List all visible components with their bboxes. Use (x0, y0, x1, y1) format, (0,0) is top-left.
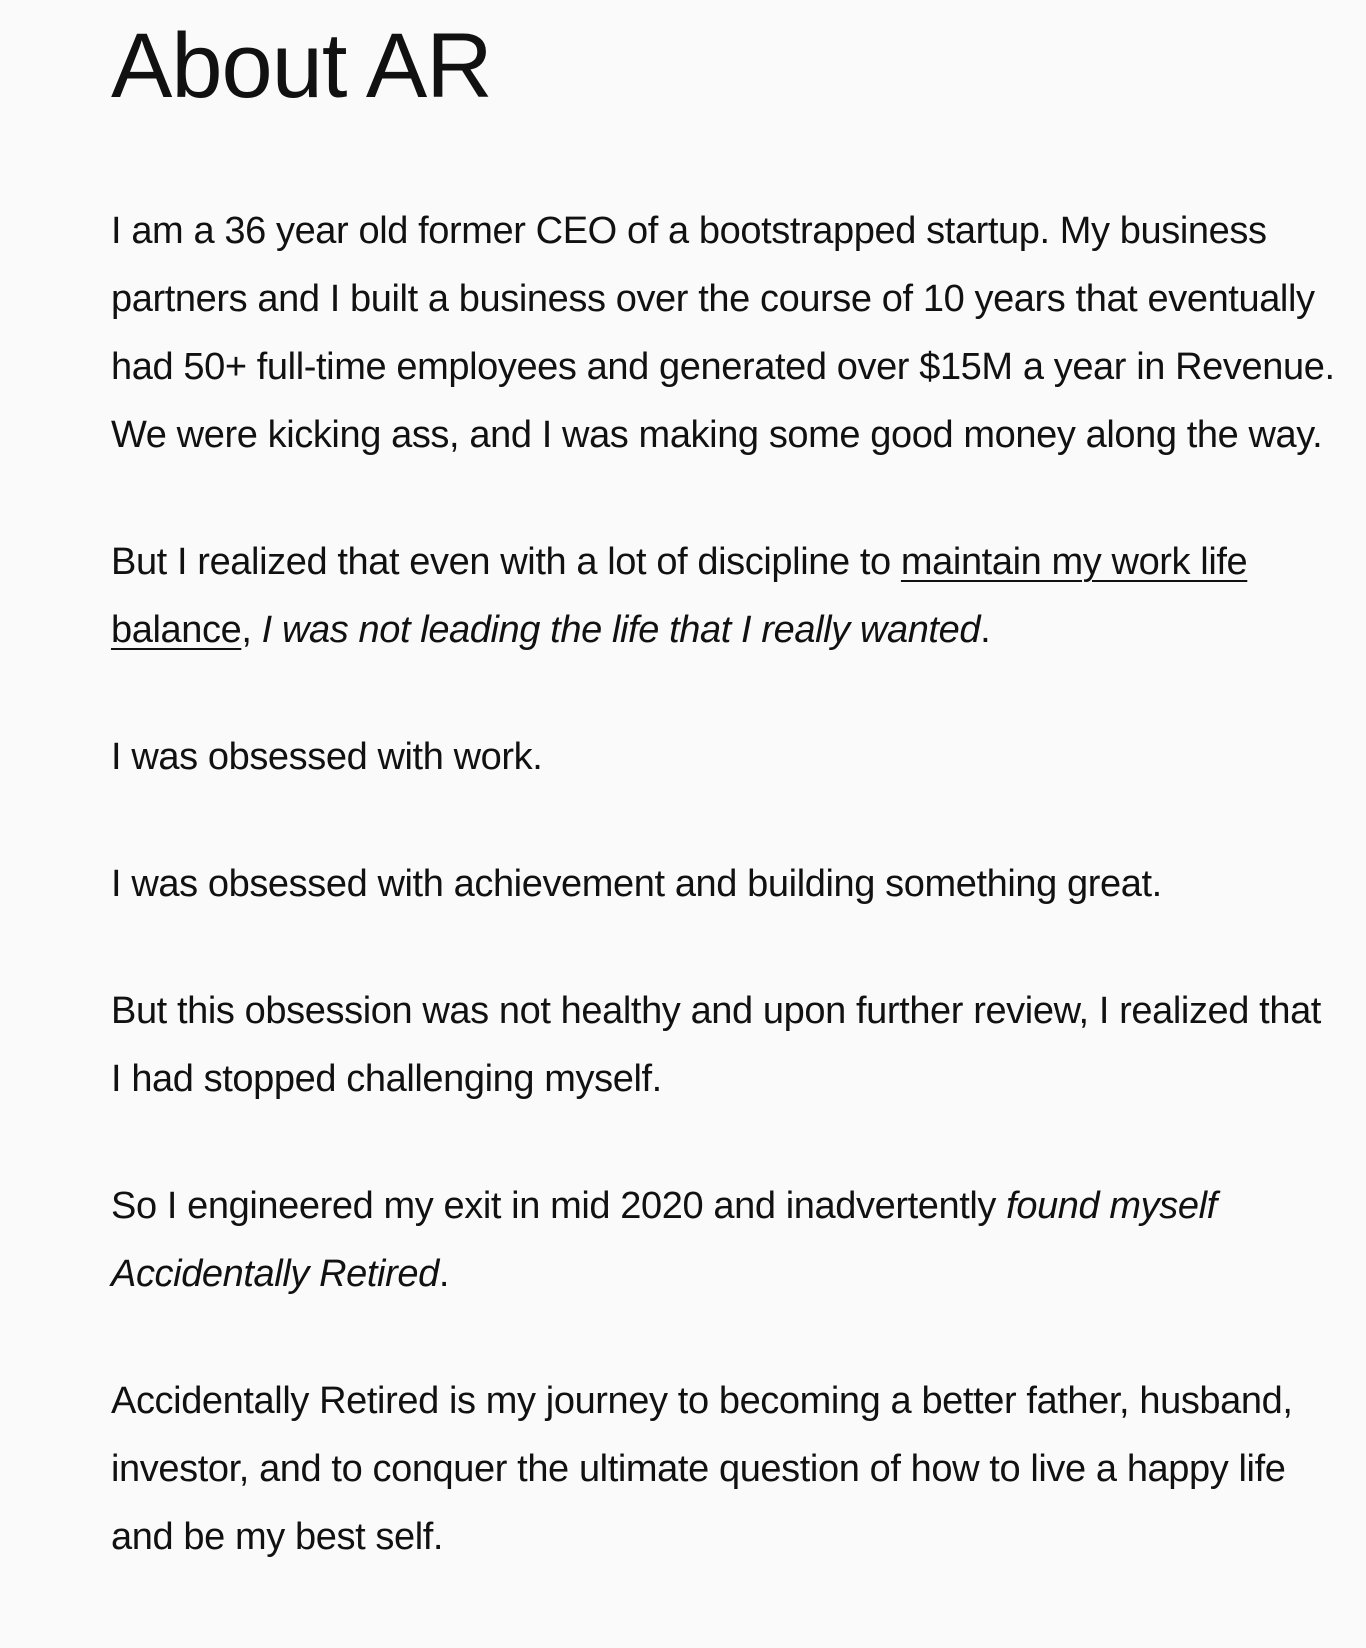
paragraph-period: . (980, 609, 991, 652)
work-life-balance-link[interactable]: maintain my work life balance (111, 541, 1248, 652)
paragraph-unhealthy: But this obsession was not healthy and upon further review, I realized that I had stopped challenging myself. (111, 990, 1321, 1101)
paragraph-text: So I engineered my exit in mid 2020 and inadvertently (111, 1185, 1007, 1228)
about-article (111, 0, 1336, 1571)
paragraph-realization (111, 528, 1336, 664)
paragraph-exit (111, 1172, 1336, 1308)
paragraph-background: I am a 36 year old former CEO of a bootstrapped startup. My business partners and I built a business over the course of 10 years that eventually had 50+ full-time employees and generated over $15M a year in Revenue. We were kicking ass, and I was making some good money along the way. (111, 210, 1335, 457)
page-title: About AR (111, 15, 492, 117)
paragraph-obsessed-work: I was obsessed with work. (111, 736, 543, 779)
emphasized-text: I was not leading the life that I really wanted (261, 609, 981, 652)
paragraph-comma: , (241, 609, 262, 652)
paragraph-obsessed-achievement: I was obsessed with achievement and building something great. (111, 863, 1162, 906)
emphasized-text: found myself Accidentally Retired (111, 1185, 1217, 1296)
paragraph-period: . (438, 1253, 449, 1296)
paragraph-journey: Accidentally Retired is my journey to becoming a better father, husband, investor, and to conquer the ultimate question of how to live a happy life and be my best self. (111, 1380, 1293, 1559)
paragraph-text: But I realized that even with a lot of discipline to (111, 541, 901, 584)
